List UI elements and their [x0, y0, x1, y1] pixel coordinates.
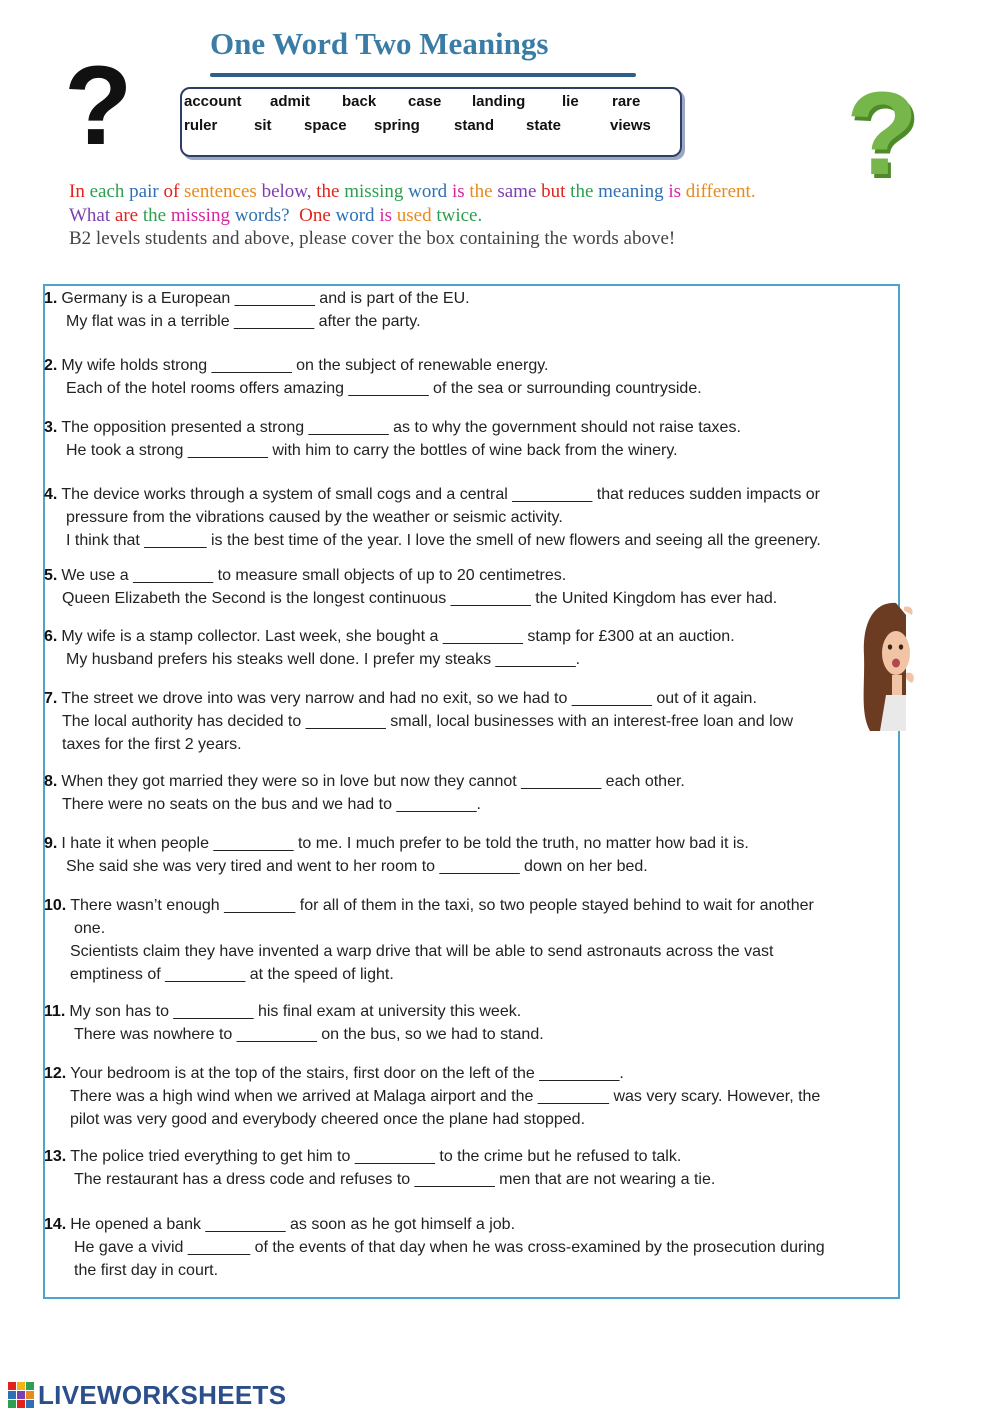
exercise-item	[44, 625, 874, 671]
sentence-text: Scientists claim they have invented a warp drive that will be able to send astronauts across the vast	[70, 943, 774, 960]
item-number: 7.	[44, 690, 58, 707]
sentence-text: My husband prefers his steaks well done. I prefer my steaks _________.	[66, 651, 581, 668]
word-bank-word: spring	[374, 117, 420, 134]
instruction-word: What	[69, 204, 111, 226]
exercise-sentence	[44, 1145, 874, 1168]
item-number: 12.	[44, 1065, 67, 1082]
exercise-sentence	[44, 917, 874, 940]
item-number: 13.	[44, 1148, 67, 1165]
sentence-text: He opened a bank _________ as soon as he got himself a job.	[70, 1216, 516, 1233]
exercise-sentence	[44, 1062, 874, 1085]
instruction-word: missing	[166, 204, 230, 226]
exercise-item	[44, 687, 874, 756]
sentence-text: Each of the hotel rooms offers amazing _________ of the sea or surrounding countryside.	[66, 380, 702, 397]
sentence-text: The opposition presented a strong _________ as to why the government should not raise taxes.	[61, 419, 741, 436]
exercise-sentence	[44, 377, 874, 400]
exercise-item	[44, 564, 874, 610]
instruction-word: same	[492, 181, 537, 202]
item-number: 1.	[44, 290, 58, 307]
exercise-sentence	[44, 687, 874, 710]
exercise-sentence	[44, 1000, 874, 1023]
instruction-word: is	[663, 181, 682, 202]
word-bank-word: state	[526, 117, 562, 134]
word-bank-word: account	[184, 93, 242, 110]
sentence-text: My wife is a stamp collector. Last week, she bought a _________ stamp for £300 at an auction.	[61, 628, 735, 645]
exercise-sentence	[44, 416, 874, 439]
word-bank-word: rare	[612, 93, 641, 110]
word-bank-word: ruler	[184, 117, 218, 134]
exercise-sentence	[44, 287, 874, 310]
exercise-sentence	[44, 529, 874, 552]
exercise-sentence	[44, 1168, 874, 1191]
sentence-text: The device works through a system of small cogs and a central _________ that reduces sudden impacts or	[61, 486, 820, 503]
sentence-text: The police tried everything to get him to _________ to the crime but he refused to talk.	[70, 1148, 682, 1165]
instruction-word: the	[138, 204, 167, 226]
item-number: 10.	[44, 897, 67, 914]
peeking-girl-image	[856, 595, 918, 735]
exercise-sentence	[44, 506, 874, 529]
exercise-sentence	[44, 483, 874, 506]
exercise-sentence	[44, 354, 874, 377]
instruction-word: twice.	[431, 204, 483, 226]
word-bank-box	[180, 87, 682, 157]
instruction-word: each	[84, 181, 125, 202]
instruction-word: the	[311, 181, 340, 202]
exercise-sentence	[44, 710, 874, 733]
item-number: 11.	[44, 1003, 66, 1020]
exercise-sentence	[44, 625, 874, 648]
exercise-sentence	[44, 894, 874, 917]
exercise-sentence	[44, 1213, 874, 1236]
exercise-sentence	[44, 963, 874, 986]
instruction-word: is	[374, 204, 392, 226]
sentence-text: I hate it when people _________ to me. I much prefer to be told the truth, no matter how bad it is.	[61, 835, 749, 852]
item-number: 14.	[44, 1216, 67, 1233]
exercise-sentence	[44, 1085, 874, 1108]
footer-logo[interactable]	[8, 1380, 286, 1410]
exercise-item	[44, 894, 874, 986]
sentence-text: When they got married they were so in love but now they cannot _________ each other.	[61, 773, 685, 790]
exercise-sentence	[44, 832, 874, 855]
sentence-text: My son has to _________ his final exam at university this week.	[69, 1003, 522, 1020]
exercise-sentence	[44, 310, 874, 333]
exercise-sentence	[44, 564, 874, 587]
exercise-sentence	[44, 855, 874, 878]
item-number: 5.	[44, 567, 58, 584]
sentence-text: My flat was in a terrible _________ after the party.	[66, 313, 421, 330]
sentence-text: emptiness of _________ at the speed of light.	[70, 966, 394, 983]
page-title: One Word Two Meanings	[210, 26, 549, 61]
instruction-word: used	[392, 204, 432, 226]
instruction-line	[69, 180, 869, 204]
sentence-text: Queen Elizabeth the Second is the longest continuous _________ the United Kingdom has ever had.	[62, 590, 778, 607]
exercise-sentence	[44, 770, 874, 793]
exercise-item	[44, 354, 874, 400]
sentence-text: The restaurant has a dress code and refuses to _________ men that are not wearing a tie.	[74, 1171, 716, 1188]
word-bank-word: sit	[254, 117, 272, 134]
instruction-word: of	[158, 181, 180, 202]
instruction-word: missing	[339, 181, 404, 202]
word-bank-word: case	[408, 93, 442, 110]
exercise-item	[44, 416, 874, 462]
exercise-sentence	[44, 1236, 874, 1259]
exercise-item	[44, 1000, 874, 1046]
exercise-item	[44, 1145, 874, 1191]
exercise-sentence	[44, 648, 874, 671]
instruction-word: are	[110, 204, 139, 226]
exercise-sentence	[44, 733, 874, 756]
instruction-word: is	[447, 181, 465, 202]
instruction-word: words?	[229, 204, 290, 226]
sentence-text: He took a strong _________ with him to carry the bottles of wine back from the winery.	[66, 442, 678, 459]
sentence-text: We use a _________ to measure small objects of up to 20 centimetres.	[61, 567, 567, 584]
instruction-word: word	[330, 204, 375, 226]
word-bank-word: admit	[270, 93, 311, 110]
question-mark-icon: ?	[64, 43, 133, 168]
item-number: 6.	[44, 628, 58, 645]
word-bank-word: back	[342, 93, 377, 110]
instruction-word: word	[403, 181, 448, 202]
sentence-text: There was nowhere to _________ on the bus, so we had to stand.	[74, 1026, 544, 1043]
sentence-text: There wasn’t enough ________ for all of them in the taxi, so two people stayed behind to wait for another	[70, 897, 814, 914]
instruction-word: but	[536, 181, 566, 202]
exercise-item	[44, 1062, 874, 1131]
exercise-item	[44, 832, 874, 878]
sentence-text: pilot was very good and everybody cheered once the plane had stopped.	[70, 1111, 586, 1128]
instruction-word: sentences	[179, 181, 257, 202]
sentence-text: The street we drove into was very narrow and had no exit, so we had to _________ out of it again.	[61, 690, 757, 707]
sentence-text: My wife holds strong _________ on the subject of renewable energy.	[61, 357, 549, 374]
title-underline	[210, 73, 636, 77]
word-bank-word: stand	[454, 117, 495, 134]
sentence-text: She said she was very tired and went to her room to _________ down on her bed.	[66, 858, 648, 875]
item-number: 3.	[44, 419, 58, 436]
exercise-item	[44, 1213, 874, 1282]
word-bank-word: views	[610, 117, 651, 134]
sentence-text: the first day in court.	[74, 1262, 219, 1279]
exercise-item	[44, 483, 874, 552]
sentence-text: Germany is a European _________ and is part of the EU.	[61, 290, 470, 307]
instruction-word: different.	[681, 181, 756, 202]
item-number: 4.	[44, 486, 58, 503]
instruction-word: One	[289, 204, 331, 226]
word-bank-row	[184, 93, 674, 115]
sentence-text: He gave a vivid _______ of the events of that day when he was cross-examined by the prosecution during	[74, 1239, 825, 1256]
instruction-word: the	[565, 181, 594, 202]
item-number: 8.	[44, 773, 58, 790]
sentence-text: There were no seats on the bus and we had to _________.	[62, 796, 481, 813]
exercise-item	[44, 770, 874, 816]
liveworksheets-logo-icon	[8, 1382, 34, 1408]
sentence-text: one.	[74, 920, 106, 937]
exercise-sentence	[44, 439, 874, 462]
sentence-text: The local authority has decided to _________ small, local businesses with an interest-free loan and low	[62, 713, 794, 730]
sentence-text: Your bedroom is at the top of the stairs, first door on the left of the _________.	[70, 1065, 624, 1082]
exercise-sentence	[44, 793, 874, 816]
exercise-sentence	[44, 587, 874, 610]
sentence-text: pressure from the vibrations caused by the weather or seismic activity.	[66, 509, 563, 526]
exercise-sentence	[44, 1108, 874, 1131]
green-question-mark-icon: ?	[846, 68, 919, 200]
exercise-sentence	[44, 1023, 874, 1046]
sentence-text: taxes for the first 2 years.	[62, 736, 242, 753]
sentence-text: I think that _______ is the best time of the year. I love the smell of new flowers and seeing all the greenery.	[66, 532, 821, 549]
instruction-word: below,	[256, 181, 312, 202]
word-bank-word: space	[304, 117, 347, 134]
exercise-sentence	[44, 940, 874, 963]
instruction-word: pair	[124, 181, 159, 202]
exercise-sentence	[44, 1259, 874, 1282]
word-bank-row	[184, 117, 674, 139]
sentence-text: There was a high wind when we arrived at Malaga airport and the ________ was very scary. However, the	[70, 1088, 821, 1105]
instructions	[69, 180, 869, 251]
word-bank-word: landing	[472, 93, 526, 110]
instruction-word: the	[464, 181, 493, 202]
footer-brand: LIVEWORKSHEETS	[38, 1379, 287, 1410]
instruction-word: meaning	[593, 181, 664, 202]
instruction-note: B2 levels students and above, please cover the box containing the words above!	[69, 228, 676, 249]
item-number: 9.	[44, 835, 58, 852]
instruction-word: In	[69, 181, 85, 202]
exercise-item	[44, 287, 874, 333]
word-bank-word: lie	[562, 93, 579, 110]
item-number: 2.	[44, 357, 58, 374]
instruction-line	[69, 204, 869, 228]
